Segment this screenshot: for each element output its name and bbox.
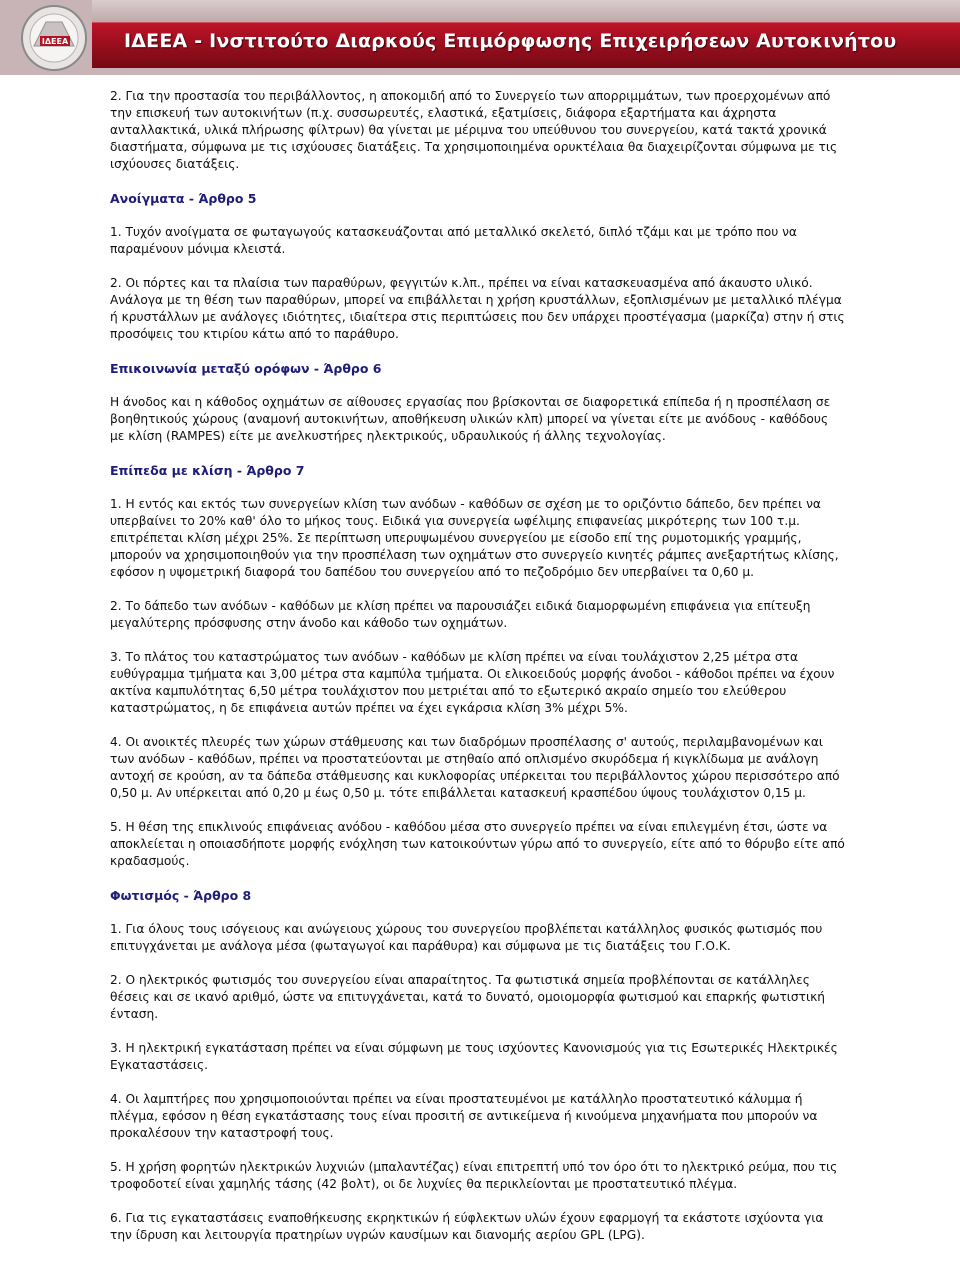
paragraph: 1. Για όλους τους ισόγειους και ανώγειους χώρους του συνεργείου προβλέπεται κατάλληλος φυσικός φωτισμός που επιτυγχάνεται με ανάλογα μέσα (φωταγωγοί και παράθυρα) και σύμφωνα με τις διατάξεις του Γ.Ο.Κ. (110, 922, 823, 953)
paragraph: 4. Οι λαμπτήρες που χρησιμοποιούνται πρέπει να είναι προστατευμένοι με κατάλληλο προστατευτικό κάλυμμα ή πλέγμα, εφόσον η θέση εγκατάστασης τους είναι προσιτή σε αντικείμενα ή κινούμενα μηχανήματα που μπορούν να προκαλέσουν την καταστροφή τους. (110, 1092, 818, 1140)
paragraph: 2. Για την προστασία του περιβάλλοντος, η αποκομιδή από το Συνεργείο των απορριμμάτων, των προερχομένων από την επισκευή των αυτοκινήτων (π.χ. συσσωρευτές, ελαστικά, εξατμίσεις, διάφορα εξαρτήματα και άχρηστα ανταλλακτικά, υλικά πλήρωσης φίλτρων) θα γίνεται με μέριμνα του υπεύθυνου του συνεργείου, κατά τακτά χρονικά διαστήματα, σύμφωνα με τις ισχύουσες διατάξεις. Τα χρησιμοποιημένα ορυκτέλαια θα διαχειρίζονται σύμφωνα με τις ισχύουσες διατάξεις. (110, 89, 838, 171)
header-top-strip (92, 0, 960, 22)
paragraph: 1. Η εντός και εκτός των συνεργείων κλίση των ανόδων - καθόδων σε σχέση με το οριζόντιο δάπεδο, δεν πρέπει να υπερβαίνει το 20% καθ' όλο το μήκος τους. Ειδικά για συνεργεία ωφέλιμης επιφανείας μικρότερης των 100 τ.μ. επιτρέπεται κλίση μέχρι 25%. Σε περίπτωση υπερυψωμένου συνεργείου με είσοδο επί της ρυμοτομικής γραμμής, μπορούν να χρησιμοποιηθούν για την προσπέλαση των οχημάτων στο συνεργείο κινητές ράμπες ανεξαρτήτως κλίσης, εφόσον η υψομετρική διαφορά του δαπέδου του συνεργείου από το πεζοδρόμιο δεν υπερβαίνει τα 0,60 μ. (110, 497, 839, 579)
paragraph: 5. Η χρήση φορητών ηλεκτρικών λυχνιών (μπαλαντέζας) είναι επιτρεπτή υπό τον όρο ότι το ηλεκτρικό ρεύμα, που τις τροφοδοτεί είναι χαμηλής τάσης (42 βολτ), οι δε λυχνίες θα περικλείονται με προστατευτικό πλέγμα. (110, 1160, 838, 1191)
site-header (0, 0, 960, 75)
paragraph: 5. Η θέση της επικλινούς επιφάνειας ανόδου - καθόδου μέσα στο συνεργείο πρέπει να είναι επιλεγμένη έτσι, ώστε να αποκλείεται η οποιασδήποτε μορφής ενόχληση των κατοικούντων γύρω από το συνεργείο, είτε από το θόρυβο είτε από κραδασμούς. (110, 820, 845, 868)
paragraph: 3. Το πλάτος του καταστρώματος των ανόδων - καθόδων με κλίση πρέπει να είναι τουλάχιστον 2,25 μέτρα στα ευθύγραμμα τμήματα και 3,00 μέτρα στα καμπύλα τμήματα. Οι ελικοειδούς μορφής άνοδοι - κάθοδοι πρέπει να έχουν ακτίνα καμπυλότητας 6,50 μέτρα τουλάχιστον που μετριέται από το εξωτερικό ακραίο σημείο του ελεύθερου καταστρώματος, η δε επιφάνεια αυτών πρέπει να έχει εγκάρσια κλίση 3% μέχρι 5%. (110, 650, 835, 715)
paragraph: 6. Για τις εγκαταστάσεις εναποθήκευσης εκρηκτικών ή εύφλεκτων υλών έχουν εφαρμογή τα εκάστοτε ισχύοντα για την ίδρυση και λειτουργία πρατηρίων υγρών καυσίμων και διανομής αερίου GPL (LPG). (110, 1211, 824, 1242)
section-heading: Επίπεδα με κλίση - Άρθρο 7 (110, 463, 305, 478)
paragraph: 1. Τυχόν ανοίγματα σε φωταγωγούς κατασκευάζονται από μεταλλικό σκελετό, διπλό τζάμι και με τρόπο που να παραμένουν μόνιμα κλειστά. (110, 225, 797, 256)
paragraph: 4. Οι ανοικτές πλευρές των χώρων στάθμευσης και των διαδρόμων προσπέλασης σ' αυτούς, περιλαμβανομένων και των ανόδων - καθόδων, πρέπει να προστατεύονται με στηθαίο από οπλισμένο σκυρόδεμα ή κιγκλίδωμα με ανάλογη αντοχή σε κρούση, αν τα δάπεδα στάθμευσης και κυκλοφορίας υπέρκειται του περιβάλλοντος χώρου περισσότερο από 0,50 μ. Αν υπέρκειται από 0,20 μ έως 0,50 μ. τότε επιβάλλεται κατασκευή κρασπέδου ύψους τουλάχιστον 0,15 μ. (110, 735, 840, 800)
ideea-logo[interactable] (6, 2, 116, 72)
section-heading: Ανοίγματα - Άρθρο 5 (110, 191, 257, 206)
site-title: ΙΔΕΕΑ - Ινστιτούτο Διαρκούς Επιμόρφωσης Επιχειρήσεων Αυτοκινήτου (124, 30, 897, 52)
paragraph: 3. Η ηλεκτρική εγκατάσταση πρέπει να είναι σύμφωνη με τους ισχύοντες Κανονισμούς για τις Εσωτερικές Ηλεκτρικές Εγκαταστάσεις. (110, 1041, 838, 1072)
paragraph: Η άνοδος και η κάθοδος οχημάτων σε αίθουσες εργασίας που βρίσκονται σε διαφορετικά επίπεδα ή η προσπέλαση σε βοηθητικούς χώρους (αναμονή αυτοκινήτων, αποθήκευση υλικών κλπ) μπορεί να γίνεται είτε με ανόδους - καθόδους με κλίση (RAMPES) είτε με ανελκυστήρες ηλεκτρικούς, υδραυλικούς ή άλλης τεχνολογίας. (110, 395, 831, 443)
section-heading: Επικοινωνία μεταξύ ορόφων - Άρθρο 6 (110, 361, 382, 376)
paragraph: 2. Ο ηλεκτρικός φωτισμός του συνεργείου είναι απαραίτητος. Τα φωτιστικά σημεία προβλέπονται σε κατάλληλες θέσεις και σε ικανό αριθμό, ώστε να επιτυγχάνεται, κατά το δυνατό, ομοιομορφία φωτισμού και επαρκής φωτιστική ένταση. (110, 973, 826, 1021)
paragraph: 2. Οι πόρτες και τα πλαίσια των παραθύρων, φεγγιτών κ.λπ., πρέπει να είναι κατασκευασμένα από άκαυστο υλικό. Ανάλογα με τη θέση των παραθύρων, μπορεί να επιβάλλεται η χρήση κρυστάλλων, εξοπλισμένων με μεταλλικό πλέγμα ή κρυστάλλων με ανάλογες ιδιότητες, ιδιαίτερα στις περιπτώσεις που δεν υπάρχει προστέγασμα (μαρκίζα) στην ή στις προσόψεις του κτιρίου κάτω από το παράθυρο. (110, 276, 845, 341)
article-content (110, 88, 845, 1261)
logo-text: ΙΔΕΕΑ (41, 37, 69, 46)
section-heading: Φωτισμός - Άρθρο 8 (110, 888, 252, 903)
paragraph: 2. Το δάπεδο των ανόδων - καθόδων με κλίση πρέπει να παρουσιάζει ειδικά διαμορφωμένη επιφάνεια για επίτευξη μεγαλύτερης πρόσφυσης στην άνοδο και κάθοδο των οχημάτων. (110, 599, 811, 630)
